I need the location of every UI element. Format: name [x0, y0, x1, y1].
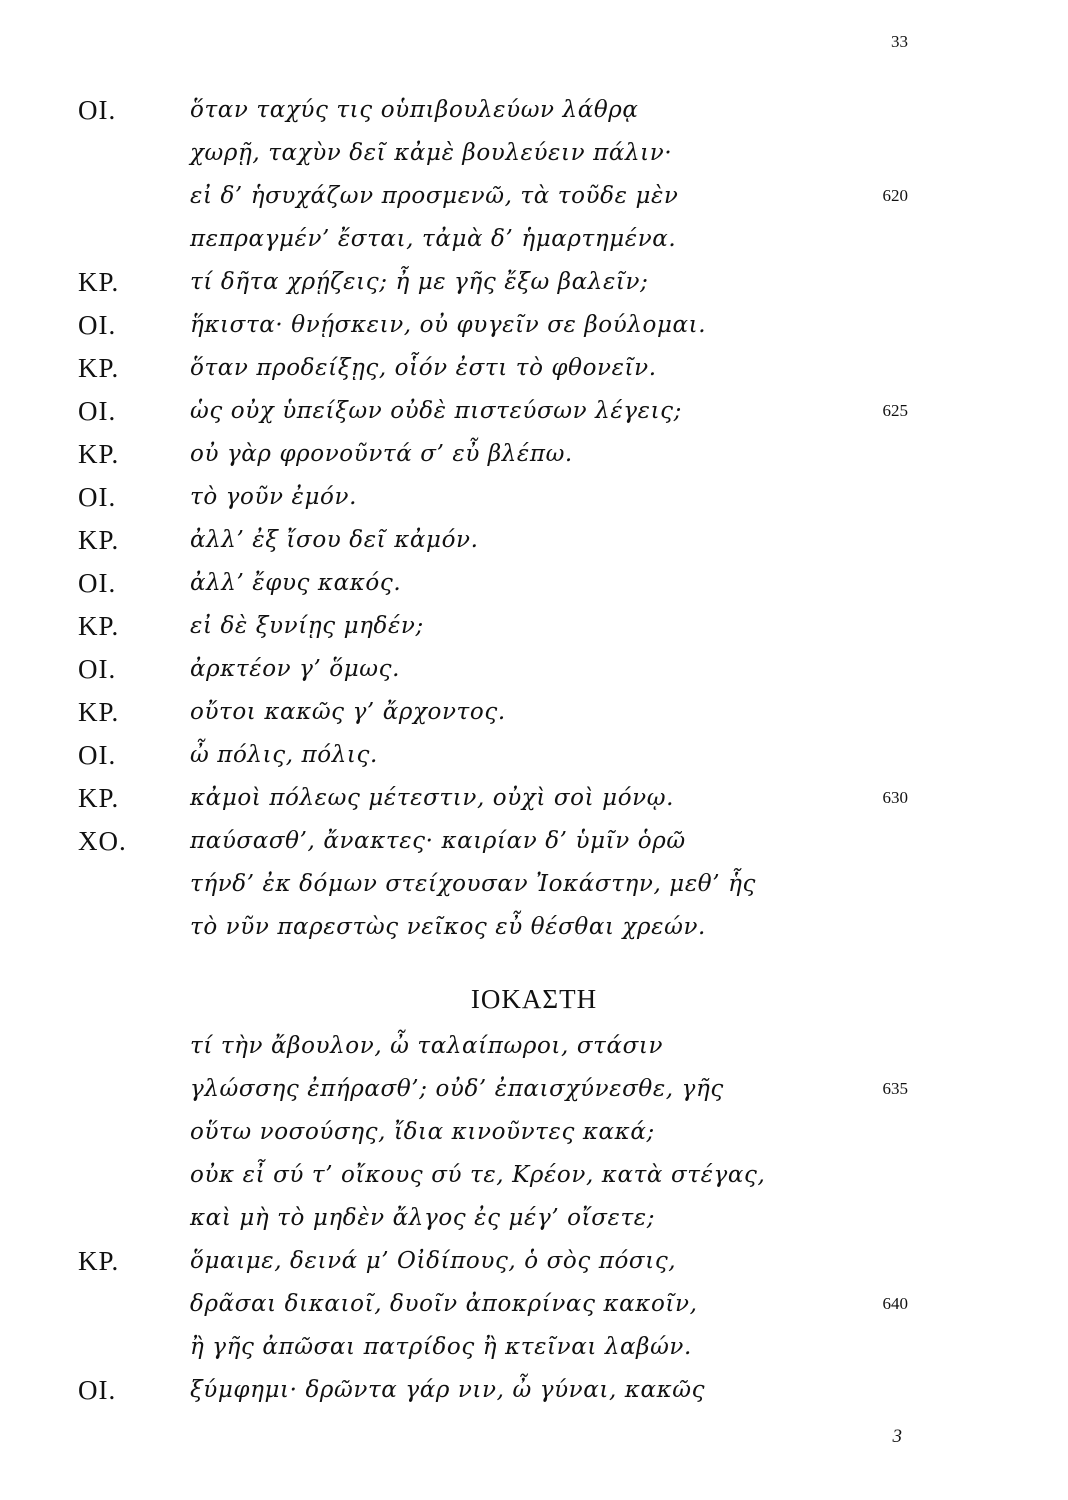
verse-text: εἰ δ’ ἡσυχάζων προσμενῶ, τὰ τοῦδε μὲν [190, 183, 679, 209]
speaker-label: ΟΙ. [78, 482, 117, 512]
verse-text: ἀλλ’ ἐξ ἴσου δεῖ κἀμόν. [190, 527, 479, 553]
verse-text: ἀλλ’ ἔφυς κακός. [190, 570, 402, 596]
verse-text: τί δῆτα χρῄζεις; ἦ με γῆς ἔξω βαλεῖν; [190, 269, 649, 295]
verse-text: χωρῇ, ταχὺν δεῖ κἀμὲ βουλεύειν πάλιν· [190, 140, 673, 166]
verse-line [0, 1372, 1068, 1408]
verse-text: ὅμαιμε, δεινά μ’ Οἰδίπους, ὁ σὸς πόσις, [190, 1248, 677, 1274]
verse-line [0, 1157, 1068, 1193]
verse-line [0, 1028, 1068, 1064]
verse-text: ὦ πόλις, πόλις. [190, 742, 378, 768]
verse-line [0, 780, 1068, 816]
verse-line [0, 866, 1068, 902]
speaker-label: ΟΙ. [78, 1375, 117, 1405]
speaker-label: ΧΟ. [78, 826, 127, 856]
verse-text: δρᾶσαι δικαιοῖ, δυοῖν ἀποκρίνας κακοῖν, [190, 1291, 698, 1317]
verse-line [0, 1243, 1068, 1279]
verse-line [0, 393, 1068, 429]
verse-text: τήνδ’ ἐκ δόμων στείχουσαν Ἰοκάστην, μεθ’ ἧς [190, 871, 756, 897]
verse-text: τὸ νῦν παρεστὼς νεῖκος εὖ θέσθαι χρεών. [190, 914, 706, 940]
verse-line [0, 479, 1068, 515]
speaker-label: ΟΙ. [78, 568, 117, 598]
speaker-label: ΟΙ. [78, 654, 117, 684]
verse-line [0, 1071, 1068, 1107]
speaker-label: ΚΡ. [78, 353, 120, 383]
verse-text: τὸ γοῦν ἐμόν. [190, 484, 357, 510]
verse-line [0, 307, 1068, 343]
line-number: 630 [882, 788, 908, 807]
verse-text: οὕτω νοσούσης, ἴδια κινοῦντες κακά; [190, 1119, 655, 1145]
verse-text: ξύμφημι· δρῶντα γάρ νιν, ὦ γύναι, κακῶς [190, 1377, 706, 1403]
verse-text: εἰ δὲ ξυνίῃς μηδέν; [190, 613, 424, 639]
verse-line [0, 178, 1068, 214]
verse-line [0, 1114, 1068, 1150]
line-number: 620 [882, 186, 908, 205]
verse-text: οὐκ εἶ σύ τ’ οἴκους σύ τε, Κρέον, κατὰ στέγας, [190, 1162, 766, 1188]
verse-text: καὶ μὴ τὸ μηδὲν ἄλγος ἐς μέγ’ οἴσετε; [190, 1205, 656, 1231]
speaker-label: ΚΡ. [78, 611, 120, 641]
signature-mark: 3 [892, 1426, 902, 1447]
speaker-label: ΚΡ. [78, 697, 120, 727]
verse-text: ὡς οὐχ ὑπείξων οὐδὲ πιστεύσων λέγεις; [190, 398, 683, 424]
verse-text: ἢ γῆς ἀπῶσαι πατρίδος ἢ κτεῖναι λαβών. [190, 1334, 692, 1360]
speaker-label: ΟΙ. [78, 396, 117, 426]
verse-line [0, 694, 1068, 730]
verse-line [0, 823, 1068, 859]
verse-text: οὔτοι κακῶς γ’ ἄρχοντος. [190, 699, 506, 725]
verse-line [0, 436, 1068, 472]
verse-line [0, 909, 1068, 945]
verse-line [0, 264, 1068, 300]
verse-line [0, 565, 1068, 601]
verse-line [0, 737, 1068, 773]
character-heading: ΙΟΚΑΣΤΗ [470, 984, 598, 1014]
verse-text: ἥκιστα· θνῄσκειν, οὐ φυγεῖν σε βούλομαι. [190, 312, 707, 338]
verse-text: ὅταν προδείξῃς, οἷόν ἐστι τὸ φθονεῖν. [190, 355, 657, 381]
speaker-label: ΚΡ. [78, 525, 120, 555]
verse-text: ὅταν ταχύς τις οὑπιβουλεύων λάθρᾳ [190, 97, 639, 123]
speaker-label: ΚΡ. [78, 267, 120, 297]
speaker-label: ΟΙ. [78, 310, 117, 340]
line-number: 640 [882, 1294, 908, 1313]
line-number: 625 [882, 401, 908, 420]
verse-text: γλώσσης ἐπήρασθ’; οὐδ’ ἐπαισχύνεσθε, γῆς [190, 1076, 724, 1102]
verse-line [0, 651, 1068, 687]
verse-line [0, 221, 1068, 257]
speaker-label: ΟΙ. [78, 95, 117, 125]
verse-line [0, 350, 1068, 386]
verse-line [0, 1329, 1068, 1365]
speaker-label: ΚΡ. [78, 783, 120, 813]
verse-line [0, 1200, 1068, 1236]
verse-text: παύσασθ’, ἄνακτες· καιρίαν δ’ ὑμῖν ὁρῶ [190, 828, 686, 854]
speaker-label: ΚΡ. [78, 439, 120, 469]
verse-text: οὐ γὰρ φρονοῦντά σ’ εὖ βλέπω. [190, 441, 573, 467]
verse-line [0, 522, 1068, 558]
speaker-label: ΟΙ. [78, 740, 117, 770]
verse-line [0, 135, 1068, 171]
page-number: 33 [891, 32, 908, 51]
verse-line [0, 1286, 1068, 1322]
verse-line [0, 92, 1068, 128]
verse-text: τί τὴν ἄβουλον, ὦ ταλαίπωροι, στάσιν [190, 1033, 664, 1059]
verse-text: ἀρκτέον γ’ ὅμως. [190, 656, 401, 682]
speaker-label: ΚΡ. [78, 1246, 120, 1276]
verse-text: κἀμοὶ πόλεως μέτεστιν, οὐχὶ σοὶ μόνῳ. [190, 785, 674, 811]
line-number: 635 [882, 1079, 908, 1098]
verse-line [0, 608, 1068, 644]
verse-text: πεπραγμέν’ ἔσται, τἀμὰ δ’ ἡμαρτημένα. [190, 226, 677, 252]
